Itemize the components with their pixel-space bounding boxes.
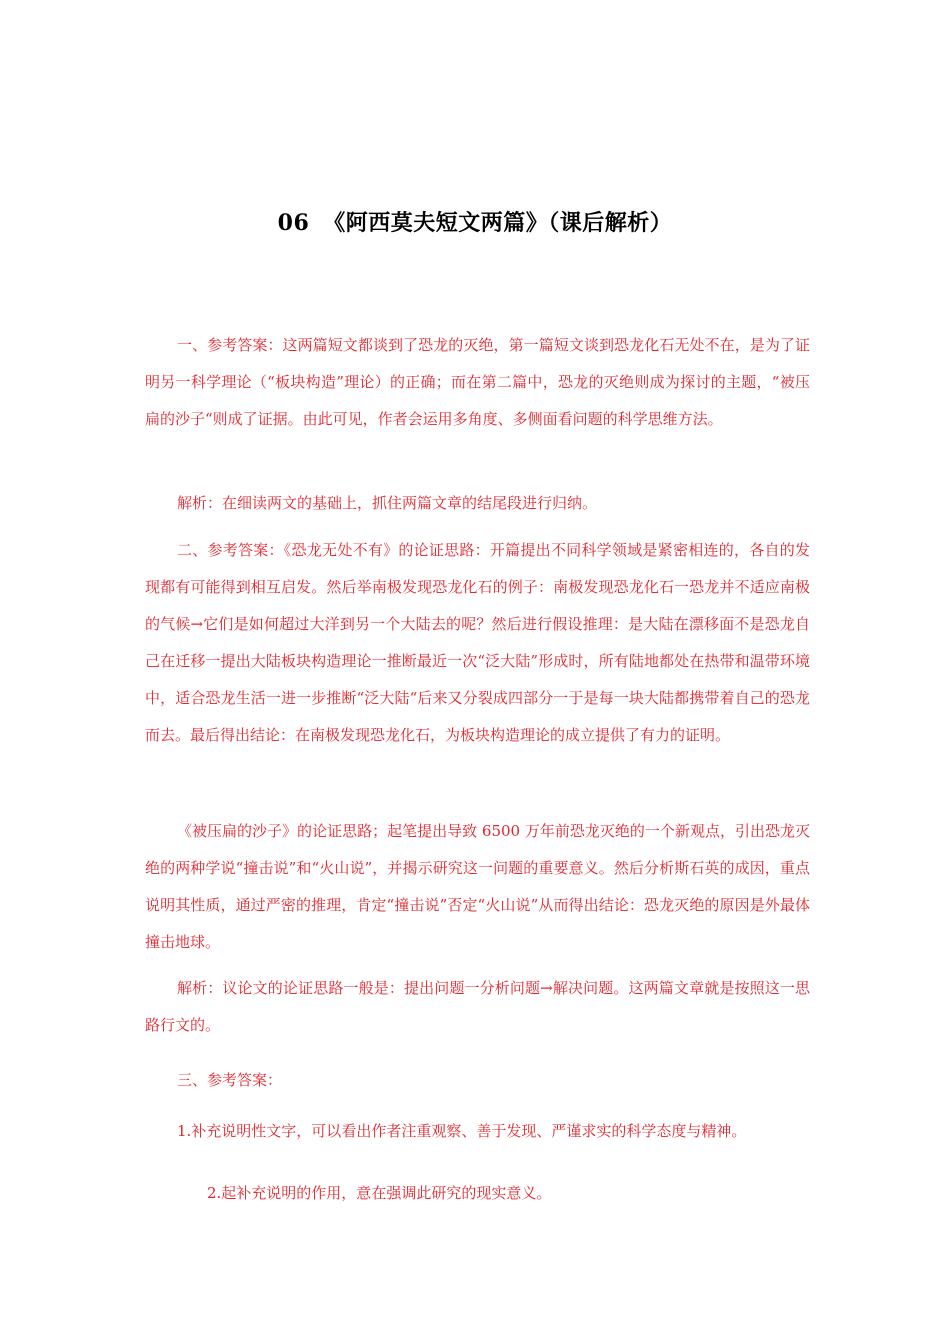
answer-three-heading-block bbox=[145, 1062, 810, 1099]
answer-one-block bbox=[145, 327, 810, 438]
answer-two-block bbox=[145, 532, 810, 754]
document-title bbox=[0, 206, 950, 237]
answer-three-item-2-block bbox=[207, 1175, 807, 1212]
answer-one-paragraph: 一、参考答案：这两篇短文都谈到了恐龙的灭绝，第一篇短文谈到恐龙化石无处不在，是为了证明另一科学理论（“板块构造”理论）的正确；而在第二篇中，恐龙的灭绝则成为探讨的主题，“被压扁的沙子“则成了证据。由此可见，作者会运用多角度、多侧面看问题的科学思维方法。 bbox=[145, 336, 810, 428]
analysis-two-block bbox=[145, 970, 810, 1044]
answer-two-second-paragraph: 《被压扁的沙子》的论证思路；起笔提出导致 6500 万年前恐龙灭绝的一个新观点，引出恐龙灭绝的两种学说“撞击说”和“火山说”，并揭示研究这一问题的重要意义。然后分析斯石英的成因，重点说明其性质，通过严密的推理，肯定“撞击说”否定“火山说”从而得出结论：恐龙灭绝的原因是外最体撞击地球。 bbox=[145, 822, 810, 951]
answer-three-item-2: 2.起补充说明的作用，意在强调此研究的现实意义。 bbox=[207, 1184, 552, 1202]
analysis-two-paragraph: 解析：议论文的论证思路一般是：提出问题一分析问题→解决问题。这两篇文章就是按照这一思路行文的。 bbox=[145, 979, 810, 1034]
title-number: 06 bbox=[277, 210, 310, 236]
analysis-one-paragraph: 解析：在细读两文的基础上，抓住两篇文章的结尾段进行归纳。 bbox=[177, 494, 598, 512]
title-text: 《阿西莫夫短文两篇》（课后解析） bbox=[323, 210, 673, 236]
analysis-one-block bbox=[145, 485, 810, 522]
answer-three-heading: 三、参考答案： bbox=[177, 1071, 283, 1089]
answer-three-item-1: 1.补充说明性文字，可以看出作者注重观察、善于发现、严谨求实的科学态度与精神。 bbox=[177, 1122, 747, 1140]
answer-two-second-block bbox=[145, 813, 810, 961]
answer-two-paragraph: 二、参考答案：《恐龙无处不有》的论证思路：开篇提出不同科学领域是紧密相连的，各自的发现都有可能得到相互启发。然后举南极发现恐龙化石的例子：南极发现恐龙化石一恐龙并不适应南极的气候→它们是如何超过大洋到另一个大陆去的呢？然后进行假设推理：是大陆在漂移面不是恐龙自己在迁移一提出大陆板块构造理论一推断最近一次“泛大陆”形成时，所有陆地都处在热带和温带环境中，适合恐龙生活一进一步推断“泛大陆“后来又分裂成四部分一于是每一块大陆都携带着自己的恐龙而去。最后得出结论：在南极发现恐龙化石，为板块构造理论的成立提供了有力的证明。 bbox=[145, 541, 810, 744]
answer-three-item-1-block bbox=[145, 1113, 810, 1150]
